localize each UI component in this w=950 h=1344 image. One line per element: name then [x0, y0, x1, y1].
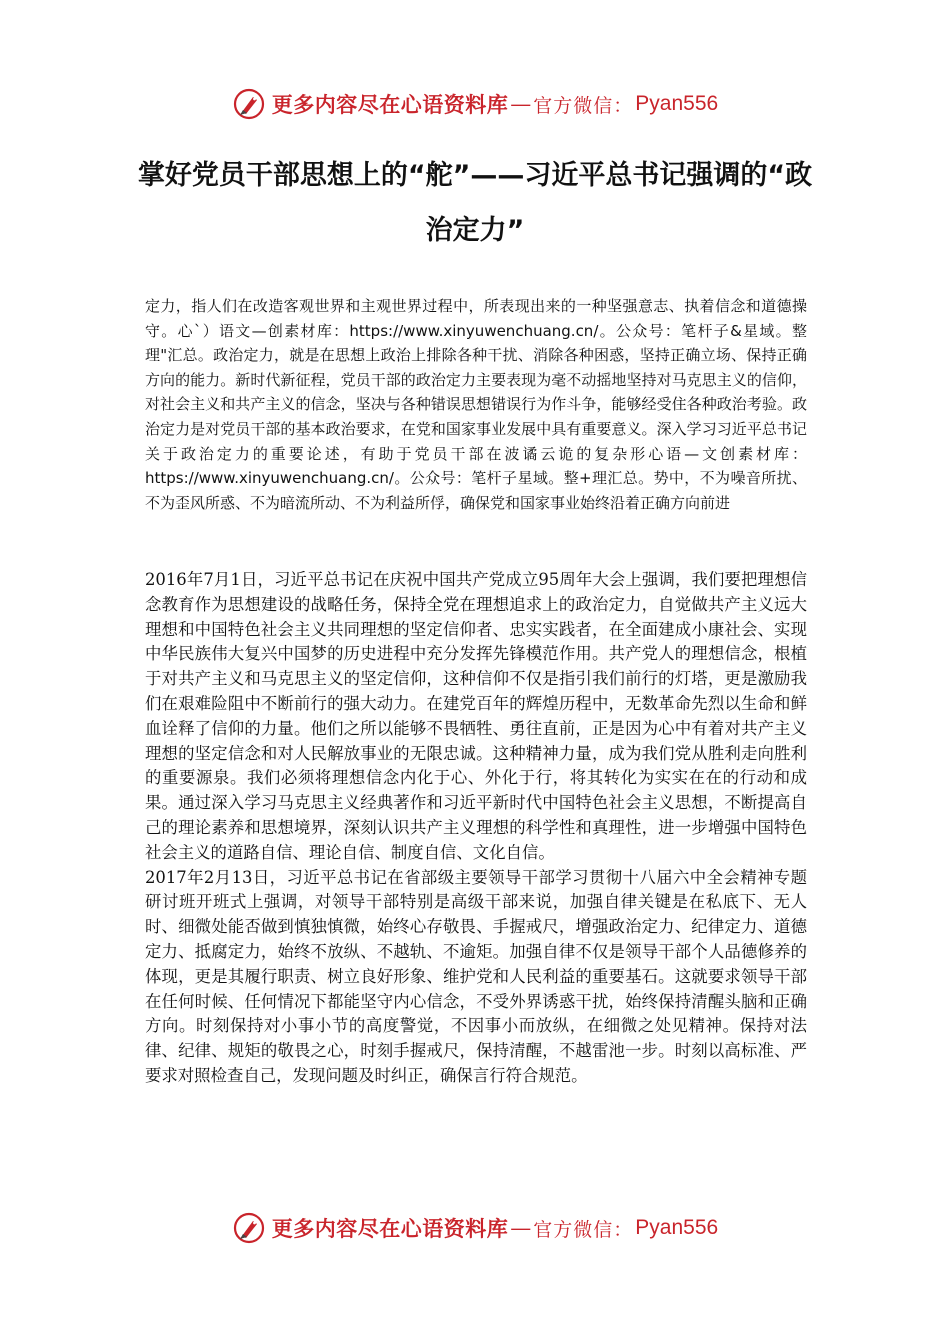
watermark-wechat-id: Pyan556 — [635, 92, 719, 115]
watermark-banner-bottom — [0, 1206, 950, 1250]
document-title: 掌好党员干部思想上的“舵”——习近平总书记强调的“政治定力” — [137, 160, 813, 246]
watermark-wechat-id: Pyan556 — [635, 1216, 719, 1239]
watermark-separator: — — [510, 1216, 532, 1240]
watermark-banner-top — [0, 82, 950, 126]
watermark-separator: — — [510, 92, 532, 116]
body-paragraph-2016: 2016年7月1日，习近平总书记在庆祝中国共产党成立95周年大会上强调，我们要把理想信念教育作为思想建设的战略任务，保持全党在理想追求上的政治定力，自觉做共产主义远大理想和中国特色社会主义共同理想的坚定信仰者、忠实实践者，在全面建成小康社会、实现中华民族伟大复兴中国梦的历史进程中充分发挥先锋模范作用。共产党人的理想信念，根植于对共产主义和马克思主义的坚定信仰，这种信仰不仅是指引我们前行的灯塔，更是激励我们在艰难险阻中不断前行的强大动力。在建党百年的辉煌历程中，无数革命先烈以生命和鲜血诠释了信仰的力量。他们之所以能够不畏牺牲、勇往直前，正是因为心中有着对共产主义理想的坚定信念和对人民解放事业的无限忠诚。这种精神力量，成为我们党从胜利走向胜利的重要源泉。我们必须将理想信念内化于心、外化于行，将其转化为实实在在的行动和成果。通过深入学习马克思主义经典著作和习近平新时代中国特色社会主义思想，不断提高自己的理论素养和思想境界，深刻认识共产主义理想的科学性和真理性，进一步增强中国特色社会主义的道路自信、理论自信、制度自信、文化自信。 — [145, 570, 807, 862]
watermark-sub-text: 官方微信： — [533, 1218, 634, 1241]
intro-paragraph: 定力，指人们在改造客观世界和主观世界过程中，所表现出来的一种坚强意志、执着信念和道德操守。心`）语文—创素材库：https://www.xinyuwenchuang.cn/。公众号：笔杆子&星域。整理"汇总。政治定力，就是在思想上政治上排除各种干扰、消除各种困惑，坚持正确立场、保持正确方向的能力。新时代新征程，党员干部的政治定力主要表现为毫不动摇地坚持对马克思主义的信仰，对社会主义和共产主义的信念，坚决与各种错误思想错误行为作斗争，能够经受住各种政治考验。政治定力是对党员干部的基本政治要求，在党和国家事业发展中具有重要意义。深入学习习近平总书记关于政治定力的重要论述，有助于党员干部在波谲云诡的复杂形心语—文创素材库：https://www.xinyuwenchuang.cn/。公众号：笔杆子星域。整+理汇总。势中，不为噪音所扰、不为歪风所惑、不为暗流所动、不为利益所俘，确保党和国家事业始终沿着正确方向前进 — [145, 297, 807, 512]
pen-nib-circle-icon — [232, 87, 266, 121]
document-body — [145, 568, 807, 1089]
watermark-sub-text: 官方微信： — [533, 94, 634, 117]
watermark-main-text: 更多内容尽在心语资料库 — [271, 1216, 509, 1241]
watermark-main-text: 更多内容尽在心语资料库 — [271, 92, 509, 117]
pen-nib-circle-icon — [232, 1211, 266, 1245]
body-paragraph-2017: 2017年2月13日，习近平总书记在省部级主要领导干部学习贯彻十八届六中全会精神专题研讨班开班式上强调，对领导干部特别是高级干部来说，加强自律关键是在私底下、无人时、细微处能否做到慎独慎微，始终心存敬畏、手握戒尺，增强政治定力、纪律定力、道德定力、抵腐定力，始终不放纵、不越轨、不逾矩。加强自律不仅是领导干部个人品德修养的体现，更是其履行职责、树立良好形象、维护党和人民利益的重要基石。这就要求领导干部在任何时候、任何情况下都能坚守内心信念，不受外界诱惑干扰，始终保持清醒头脑和正确方向。时刻保持对小事小节的高度警觉，不因事小而放纵，在细微之处见精神。保持对法律、纪律、规矩的敬畏之心，时刻手握戒尺，保持清醒，不越雷池一步。时刻以高标准、严要求对照检查自己，发现问题及时纠正，确保言行符合规范。 — [145, 867, 807, 1085]
